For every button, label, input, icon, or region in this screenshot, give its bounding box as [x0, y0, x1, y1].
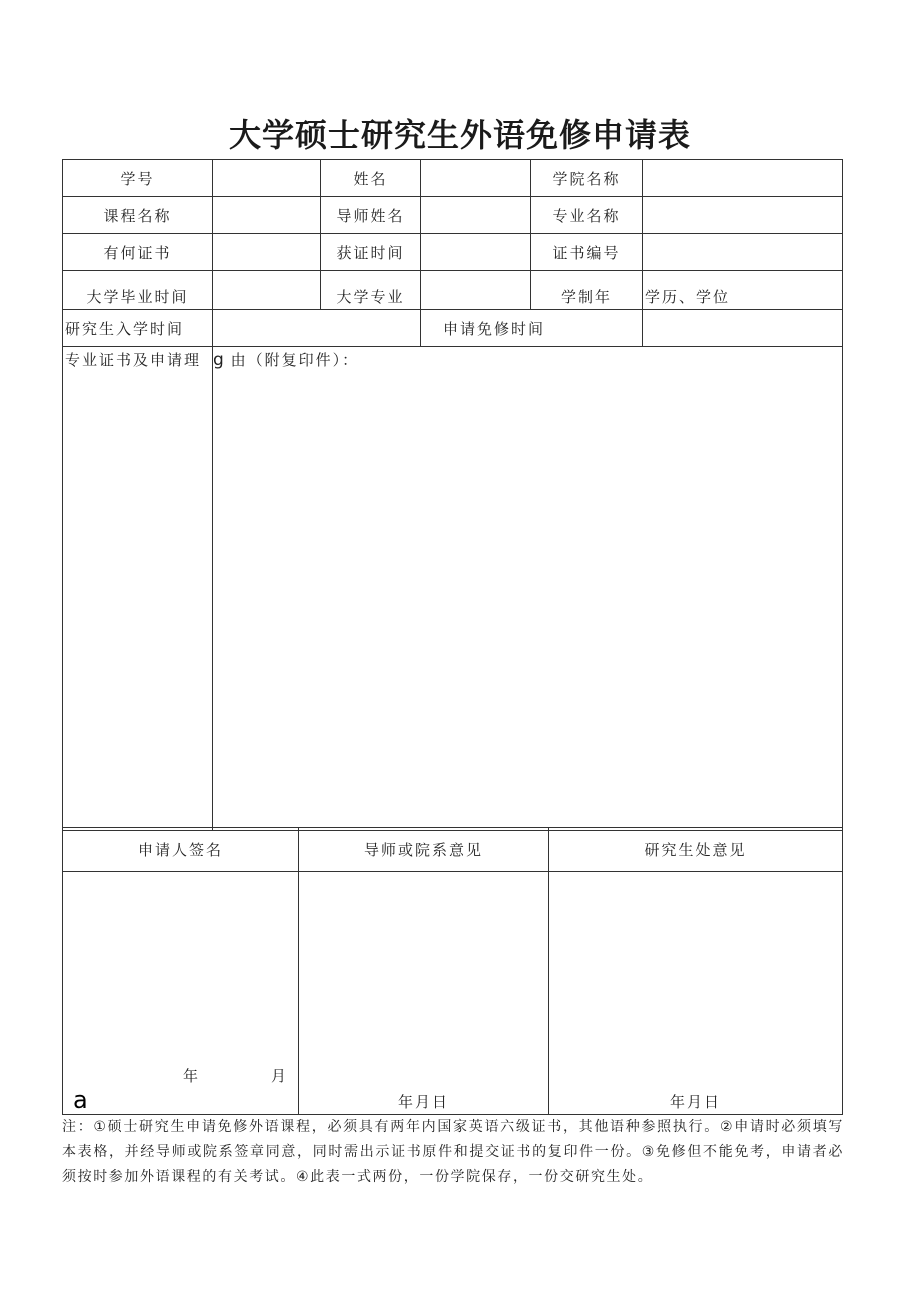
- signature-table: [62, 827, 843, 1115]
- name-label: 姓名: [321, 160, 421, 197]
- undergrad-major-field[interactable]: [421, 271, 531, 310]
- cert-date-label: 获证时间: [321, 234, 421, 271]
- form-row-2: [63, 197, 843, 234]
- advisor-opinion-field[interactable]: [299, 872, 549, 1115]
- course-label: 课程名称: [63, 197, 213, 234]
- advisor-label: 导师姓名: [321, 197, 421, 234]
- advisor-opinion-header: 导师或院系意见: [299, 828, 549, 872]
- cert-no-label: 证书编号: [531, 234, 643, 271]
- grad-time-field[interactable]: [213, 271, 321, 310]
- reason-field[interactable]: [213, 347, 843, 831]
- reason-g-glyph: g: [213, 350, 224, 370]
- college-field[interactable]: [643, 160, 843, 197]
- footnote: 注：①硕士研究生申请免修外语课程，必须具有两年内国家英语六级证书，其他语种参照执行。②申请时必须填写本表格，并经导师或院系签章同意，同时需出示证书原件和提交证书的复印件一份。③免修但不能免考，申请者必须按时参加外语课程的有关考试。④此表一式两份，一份学院保存，一份交研究生处。: [62, 1119, 844, 1185]
- enroll-time-label: 研究生入学时间: [63, 310, 213, 347]
- duration-label: 学制年: [531, 271, 643, 310]
- form-row-3: [63, 234, 843, 271]
- form-row-1: [63, 160, 843, 197]
- form-row-reason: [63, 347, 843, 831]
- advisor-field[interactable]: [421, 197, 531, 234]
- exempt-time-field[interactable]: [643, 310, 843, 347]
- graduate-office-opinion-header: 研究生处意见: [549, 828, 843, 872]
- name-field[interactable]: [421, 160, 531, 197]
- exempt-time-label: 申请免修时间: [421, 310, 643, 347]
- applicant-signature-field[interactable]: [63, 872, 299, 1115]
- graduate-office-opinion-field[interactable]: [549, 872, 843, 1115]
- cert-date-field[interactable]: [421, 234, 531, 271]
- student-id-label: 学号: [63, 160, 213, 197]
- certificate-label: 有何证书: [63, 234, 213, 271]
- signature-body-row: [63, 872, 843, 1115]
- graduate-office-date-label: 年月日: [669, 1093, 721, 1111]
- major-label: 专业名称: [531, 197, 643, 234]
- application-form-table: [62, 159, 843, 831]
- cert-no-field[interactable]: [643, 234, 843, 271]
- form-row-4: [63, 271, 843, 310]
- undergrad-major-label: 大学专业: [321, 271, 421, 310]
- enroll-time-field[interactable]: [213, 310, 421, 347]
- grad-time-label: 大学毕业时间: [63, 271, 213, 310]
- applicant-signature-header: 申请人签名: [63, 828, 299, 872]
- reason-label: 专业证书及申请理: [63, 347, 213, 831]
- reason-label-continued: 由（附复印件）：: [230, 351, 360, 369]
- major-field[interactable]: [643, 197, 843, 234]
- stray-glyph-a: a: [73, 1086, 88, 1114]
- degree-label: 学历、学位: [643, 271, 843, 310]
- advisor-date-label: 年月日: [397, 1093, 449, 1111]
- certificate-field[interactable]: [213, 234, 321, 271]
- applicant-year-label: 年: [183, 1067, 201, 1085]
- course-field[interactable]: [213, 197, 321, 234]
- page-title: 大学硕士研究生外语免修申请表: [228, 116, 691, 154]
- college-label: 学院名称: [531, 160, 643, 197]
- signature-header-row: [63, 828, 843, 872]
- applicant-month-label: 月: [271, 1067, 289, 1085]
- student-id-field[interactable]: [213, 160, 321, 197]
- form-row-5: [63, 310, 843, 347]
